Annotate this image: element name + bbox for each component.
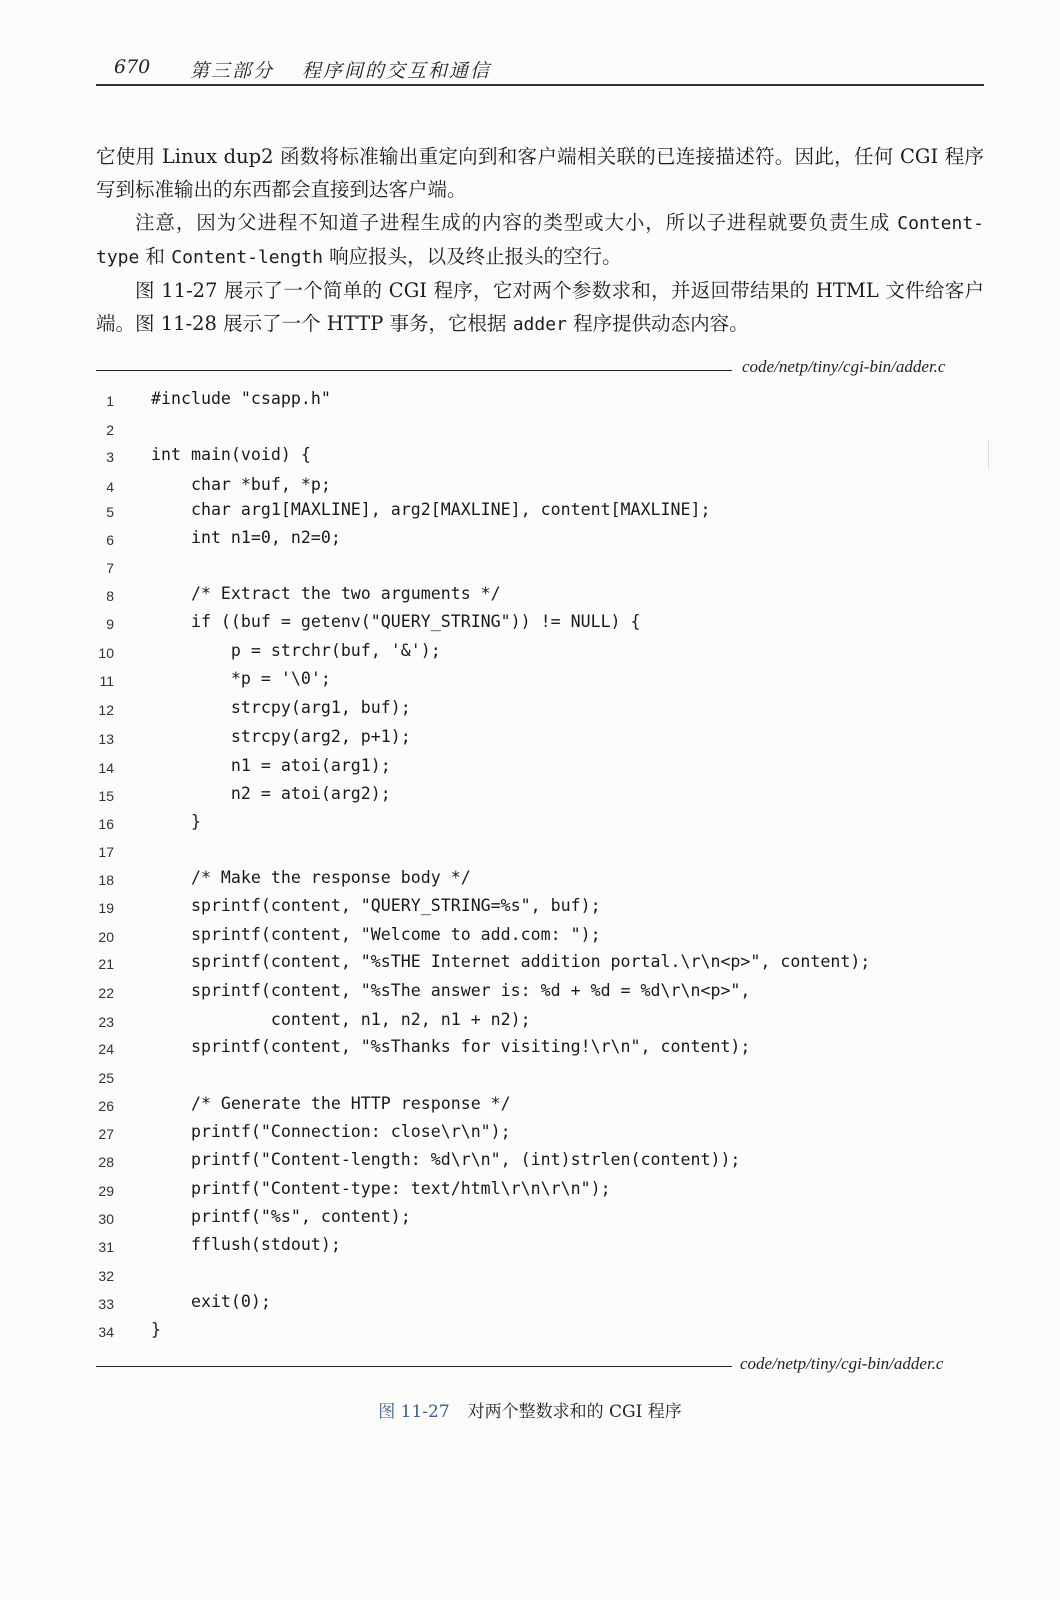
- code-line: [0, 756, 1060, 784]
- line-number: 33: [98, 1296, 114, 1312]
- code-text: int main(void) {: [151, 445, 311, 464]
- code-text: content, n1, n2, n1 + n2);: [151, 1010, 531, 1029]
- code-line: [0, 1066, 1060, 1094]
- code-line: [0, 475, 1060, 503]
- line-number: 10: [98, 645, 114, 661]
- code-path-top: code/netp/tiny/cgi-bin/adder.c: [742, 357, 946, 376]
- text-run: 图 11-27 展示了一个简单的 CGI 程序，它对两个参数求和，并返回带结果的 HTML 文件给客户端。图 11-28 展示了一个 HTTP 事务，它根据: [96, 279, 984, 335]
- line-number: 16: [98, 816, 114, 832]
- text-run: 它使用 Linux dup2 函数将标准输出重定向到和客户端相关联的已连接描述符。因此，任何 CGI 程序写到标准输出的东西都会直接到达客户端。: [96, 145, 984, 201]
- code-line: [0, 1037, 1060, 1065]
- code-line: [0, 418, 1060, 446]
- code-line: [0, 1179, 1060, 1207]
- line-number: 28: [98, 1154, 114, 1170]
- code-path-bottom: code/netp/tiny/cgi-bin/adder.c: [740, 1354, 944, 1373]
- code-line: [0, 612, 1060, 640]
- code-text: }: [151, 1320, 161, 1339]
- body-text: [96, 140, 984, 341]
- text-run: 程序提供动态内容。: [566, 312, 749, 335]
- page-number: 670: [114, 56, 151, 78]
- code-line: [0, 1320, 1060, 1348]
- line-number: 32: [98, 1268, 114, 1284]
- code-text: char *buf, *p;: [151, 475, 331, 494]
- code-line: [0, 868, 1060, 896]
- code-text: printf("Content-type: text/html\r\n\r\n");: [151, 1179, 611, 1198]
- code-text: /* Make the response body */: [151, 868, 471, 887]
- line-number: 5: [106, 504, 114, 520]
- code-bottom-rule: [96, 1366, 732, 1367]
- code-text: int n1=0, n2=0;: [151, 528, 341, 547]
- text-run: 响应报头，以及终止报头的空行。: [322, 245, 622, 268]
- code-line: [0, 445, 1060, 473]
- paragraph: [96, 140, 984, 206]
- code-line: [0, 727, 1060, 755]
- code-text: printf("Connection: close\r\n");: [151, 1122, 511, 1141]
- line-number: 34: [98, 1324, 114, 1340]
- code-line: [0, 1122, 1060, 1150]
- code-text: n1 = atoi(arg1);: [151, 756, 391, 775]
- running-header: [96, 54, 984, 86]
- paragraph: [96, 274, 984, 341]
- line-number: 27: [98, 1126, 114, 1142]
- code-line: [0, 1207, 1060, 1235]
- code-line: [0, 556, 1060, 584]
- code-line: [0, 784, 1060, 812]
- line-number: 4: [106, 479, 114, 495]
- code-line: [0, 641, 1060, 669]
- part-label: 第三部分: [190, 60, 275, 82]
- line-number: 19: [98, 900, 114, 916]
- line-number: 9: [106, 616, 114, 632]
- line-number: 29: [98, 1183, 114, 1199]
- line-number: 8: [106, 588, 114, 604]
- chapter-title: 程序间的交互和通信: [302, 60, 492, 82]
- line-number: 22: [98, 985, 114, 1001]
- code-line: [0, 389, 1060, 417]
- code-text: sprintf(content, "%sThe answer is: %d + %d = %d\r\n<p>",: [151, 981, 751, 1000]
- code-text: fflush(stdout);: [151, 1235, 341, 1254]
- line-number: 7: [106, 560, 114, 576]
- code-line: [0, 1094, 1060, 1122]
- code-text: /* Generate the HTTP response */: [151, 1094, 511, 1113]
- code-line: [0, 812, 1060, 840]
- line-number: 30: [98, 1211, 114, 1227]
- code-line: [0, 981, 1060, 1009]
- scan-edge-mark: [988, 440, 989, 470]
- line-number: 26: [98, 1098, 114, 1114]
- code-text: if ((buf = getenv("QUERY_STRING")) != NULL) {: [151, 612, 641, 631]
- code-top-rule: [96, 370, 732, 371]
- code-text: *p = '\0';: [151, 669, 331, 688]
- code-text: strcpy(arg2, p+1);: [151, 727, 411, 746]
- code-line: [0, 925, 1060, 953]
- line-number: 3: [106, 449, 114, 465]
- code-text: /* Extract the two arguments */: [151, 584, 501, 603]
- code-line: [0, 1235, 1060, 1263]
- code-text: sprintf(content, "%sThanks for visiting!\r\n", content);: [151, 1037, 751, 1056]
- line-number: 14: [98, 760, 114, 776]
- line-number: 18: [98, 872, 114, 888]
- figure-number: 图 11-27: [378, 1402, 450, 1422]
- code-text: char arg1[MAXLINE], arg2[MAXLINE], content[MAXLINE];: [151, 500, 711, 519]
- code-line: [0, 896, 1060, 924]
- inline-code: adder: [512, 314, 567, 335]
- line-number: 6: [106, 532, 114, 548]
- code-line: [0, 1264, 1060, 1292]
- line-number: 17: [98, 844, 114, 860]
- code-text: p = strchr(buf, '&');: [151, 641, 441, 660]
- line-number: 23: [98, 1014, 114, 1030]
- line-number: 13: [98, 731, 114, 747]
- line-number: 21: [98, 956, 114, 972]
- figure-title: 对两个整数求和的 CGI 程序: [467, 1402, 682, 1422]
- code-text: }: [151, 812, 201, 831]
- paragraph: [96, 206, 984, 274]
- text-run: 注意，因为父进程不知道子进程生成的内容的类型或大小，所以子进程就要负责生成: [135, 211, 898, 234]
- code-line: [0, 1010, 1060, 1038]
- code-line: [0, 952, 1060, 980]
- code-line: [0, 840, 1060, 868]
- code-text: exit(0);: [151, 1292, 271, 1311]
- code-line: [0, 528, 1060, 556]
- code-line: [0, 500, 1060, 528]
- code-line: [0, 1150, 1060, 1178]
- code-line: [0, 698, 1060, 726]
- code-text: sprintf(content, "QUERY_STRING=%s", buf);: [151, 896, 601, 915]
- code-text: sprintf(content, "Welcome to add.com: ");: [151, 925, 601, 944]
- code-text: strcpy(arg1, buf);: [151, 698, 411, 717]
- line-number: 11: [99, 673, 114, 689]
- line-number: 24: [98, 1041, 114, 1057]
- line-number: 25: [98, 1070, 114, 1086]
- figure-caption: [0, 1397, 1060, 1422]
- code-text: sprintf(content, "%sTHE Internet addition portal.\r\n<p>", content);: [151, 952, 871, 971]
- line-number: 15: [98, 788, 114, 804]
- text-run: 和: [139, 245, 172, 268]
- code-text: #include "csapp.h": [151, 389, 331, 408]
- inline-code: Content-length: [171, 247, 323, 268]
- code-line: [0, 669, 1060, 697]
- header-rule: [96, 84, 984, 86]
- code-line: [0, 1292, 1060, 1320]
- code-text: n2 = atoi(arg2);: [151, 784, 391, 803]
- line-number: 1: [106, 393, 114, 409]
- code-text: printf("Content-length: %d\r\n", (int)strlen(content));: [151, 1150, 741, 1169]
- inline-code: Content-type: [96, 213, 984, 268]
- line-number: 20: [98, 929, 114, 945]
- code-text: printf("%s", content);: [151, 1207, 411, 1226]
- line-number: 12: [98, 702, 114, 718]
- code-line: [0, 584, 1060, 612]
- line-number: 2: [106, 422, 114, 438]
- line-number: 31: [98, 1239, 114, 1255]
